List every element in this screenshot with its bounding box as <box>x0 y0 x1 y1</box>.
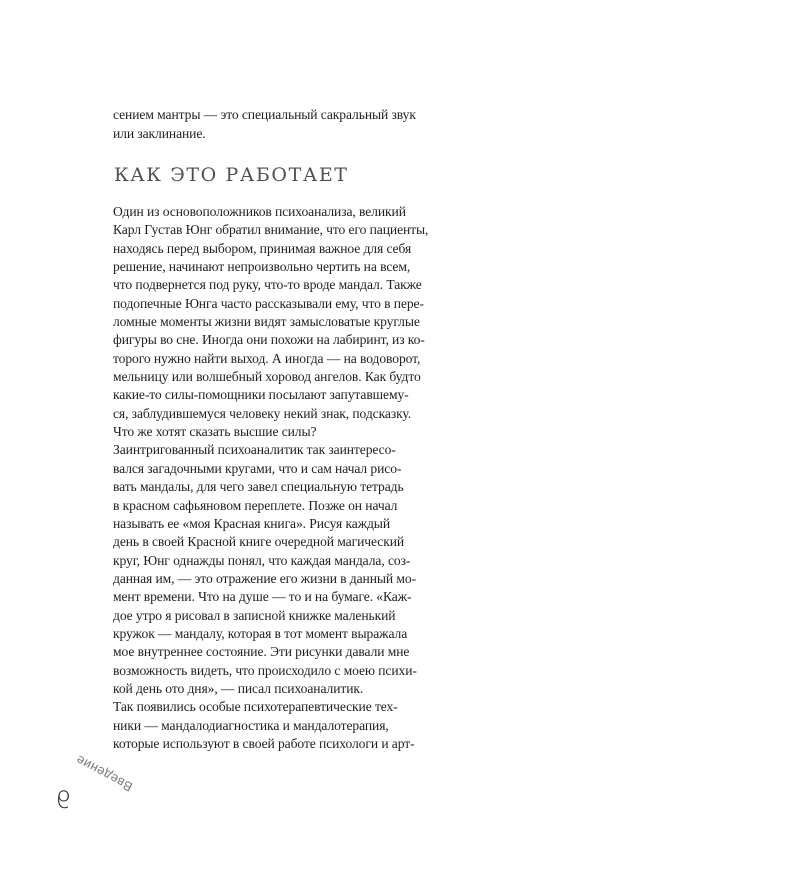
body-line: мое внутреннее состояние. Эти рисунки давали мне <box>113 644 410 660</box>
body-line: ломные моменты жизни видят замысловатые круглые <box>113 314 420 330</box>
body-line: вать мандалы, для чего завел специальную тетрадь <box>113 479 404 495</box>
body-line: кой день ото дня», — писал психоаналитик. <box>113 680 364 696</box>
body-line: дое утро я рисовал в записной книжке маленький <box>113 607 396 623</box>
lead-line: сением мантры — это специальный сакральный звук <box>113 107 416 122</box>
body-line: торого нужно найти выход. А иногда — на водоворот, <box>113 350 421 366</box>
body-line: круг, Юнг однажды понял, что каждая мандала, соз- <box>113 552 411 568</box>
lead-paragraph <box>113 105 416 143</box>
body-line: подопечные Юнга часто рассказывали ему, что в пере- <box>113 295 424 311</box>
body-line: называть ее «моя Красная книга». Рисуя каждый <box>113 515 391 531</box>
body-line: что подвернется под руку, что-то вроде мандал. Также <box>113 277 422 293</box>
body-line: мент времени. Что на душе — то и на бумаге. «Каж- <box>113 589 412 605</box>
body-line: возможность видеть, что происходило с моею психи- <box>113 662 417 678</box>
body-line: ся, заблудившемуся человеку некий знак, подсказку. <box>113 405 412 421</box>
lead-line: или заклинание. <box>113 126 206 142</box>
body-line: вался загадочными кругами, что и сам начал рисо- <box>113 460 402 476</box>
body-line: Заинтригованный психоаналитик так заинтересо- <box>113 442 396 458</box>
body-line: данная им, — это отражение его жизни в данный мо- <box>113 570 417 586</box>
body-line: решение, начинают непроизвольно чертить на всем, <box>113 259 411 275</box>
body-line: которые используют в своей работе психологи и арт- <box>113 735 415 751</box>
body-line: Один из основоположников психоанализа, великий <box>113 204 406 219</box>
section-heading: КАК ЭТО РАБОТАЕТ <box>114 164 349 186</box>
body-line: ники — мандалодиагностика и мандалотерапия, <box>113 717 389 733</box>
page-number: 9 <box>56 786 72 814</box>
section-label: Введение <box>73 752 135 795</box>
body-line: кружок — мандалу, которая в тот момент выражала <box>113 625 408 641</box>
body-paragraphs <box>113 203 429 753</box>
body-line: Карл Густав Юнг обратил внимание, что его пациенты, <box>113 222 429 238</box>
body-line: Что же хотят сказать высшие силы? <box>113 424 317 440</box>
body-line: день в своей Красной книге очередной магический <box>113 534 405 550</box>
body-line: фигуры во сне. Иногда они похожи на лабиринт, из ко- <box>113 332 425 348</box>
body-line: находясь перед выбором, принимая важное для себя <box>113 240 412 256</box>
body-line: Так появились особые психотерапевтические тех- <box>113 699 398 715</box>
body-line: в красном сафьяновом переплете. Позже он начал <box>113 497 398 513</box>
body-line: мельницу или волшебный хоровод ангелов. Как будто <box>113 369 421 385</box>
body-line: какие-то силы-помощники посылают запутавшему- <box>113 387 409 403</box>
